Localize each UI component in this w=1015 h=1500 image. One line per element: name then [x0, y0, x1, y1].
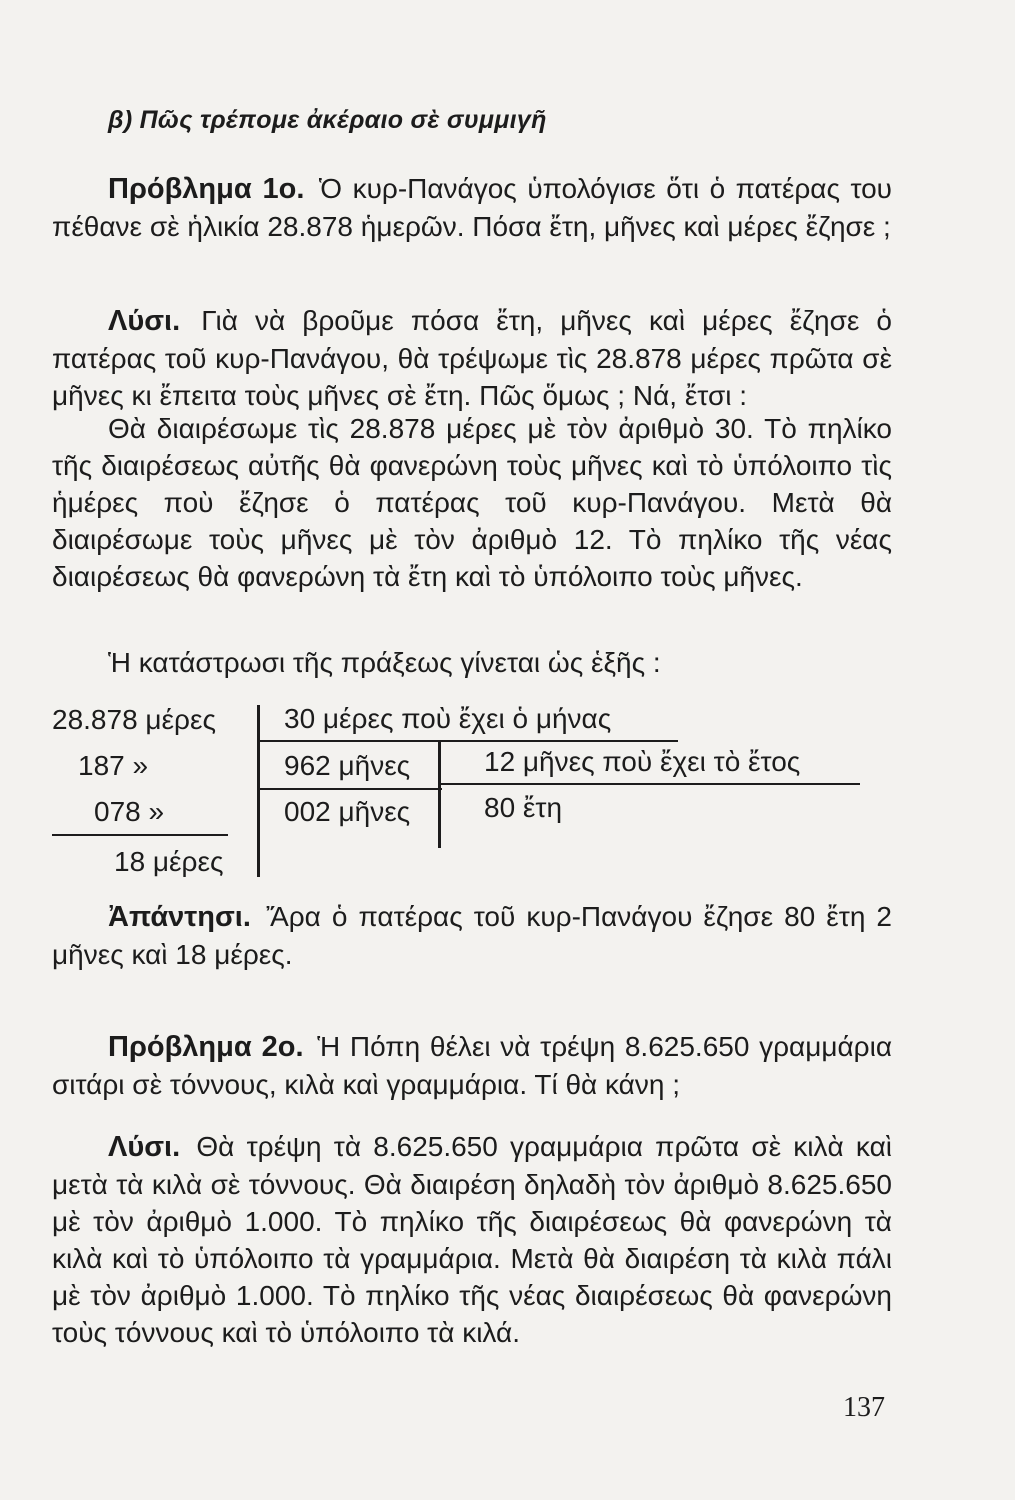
- answer-1-text: Ἄρα ὁ πατέρας τοῦ κυρ-Πανάγου ἔζησε 80 ἔτη 2 μῆνες καὶ 18 μέρες.: [52, 901, 892, 970]
- solution-2-label: Λύσι.: [108, 1131, 181, 1163]
- quotient-years: 80 ἔτη: [484, 792, 563, 823]
- problem-2-label: Πρόβλημα 2ο.: [108, 1031, 304, 1063]
- problem-1: [52, 170, 892, 245]
- subtraction-rule: [52, 834, 228, 836]
- section-heading: β) Πῶς τρέπομε ἀκέραιο σὲ συμμιγῆ: [108, 106, 547, 134]
- dividend: 28.878 μέρες: [52, 704, 216, 735]
- solution-1-label: Λύσι.: [108, 305, 181, 337]
- divisor-30: 30 μέρες ποὺ ἔχει ὁ μήνας: [284, 703, 612, 734]
- problem-2-text: Ἡ Πόπη θέλει νὰ τρέψη 8.625.650 γραμμάρια σιτάρι σὲ τόννους, κιλὰ καὶ γραμμάρια. Τί θὰ κάνη ;: [52, 1031, 893, 1100]
- quotient-rule-1: [258, 788, 442, 790]
- solution-2: [52, 1128, 892, 1351]
- problem-1-text: Ὁ κυρ-Πανάγος ὑπολόγισε ὅτι ὁ πατέρας του πέθανε σὲ ἡλικία 28.878 ἡμερῶν. Πόσα ἔτη, μῆνες καὶ μέρες ἔζησε ;: [52, 173, 892, 242]
- page-number: 137: [843, 1392, 885, 1423]
- division-bar-2: [438, 742, 441, 848]
- divisor-12: 12 μῆνες ποὺ ἔχει τὸ ἔτος: [484, 746, 801, 777]
- problem-1-label: Πρόβλημα 1ο.: [108, 173, 305, 205]
- quotient-months: 962 μῆνες: [284, 750, 411, 781]
- solution-1-text-1: Γιὰ νὰ βροῦμε πόσα ἔτη, μῆνες καὶ μέρες ἔζησε ὁ πατέρας τοῦ κυρ-Πανάγου, θὰ τρέψωμε τὶς 28.878 μέρες πρῶτα σὲ μῆνες κι ἔπειτα τοὺς μῆνες σὲ ἔτη. Πῶς ὅμως ; Νά, ἔτσι :: [52, 305, 892, 411]
- solution-2-text: Θὰ τρέψη τὰ 8.625.650 γραμμάρια πρῶτα σὲ κιλὰ καὶ μετὰ τὰ κιλὰ σὲ τόννους. Θὰ διαιρέση δηλαδὴ τὸν ἀριθμὸ 8.625.650 μὲ τὸν ἀριθμὸ 1.000. Τὸ πηλίκο τῆς διαιρέσεως θὰ φανερώνη τὰ κιλὰ καὶ τὸ ὑπόλοιπο τὰ γραμμάρια. Μετὰ θὰ διαιρέση τὰ κιλὰ πάλι μὲ τὸν ἀριθμὸ 1.000. Τὸ πηλίκο τῆς νέας διαιρέσεως θὰ φανερώνη τοὺς τόννους καὶ τὸ ὑπόλοιπο τὰ κιλά.: [52, 1131, 892, 1348]
- division-bar-1: [257, 705, 260, 877]
- division-step-2: 078 »: [94, 796, 165, 827]
- divisor-rule-2: [440, 783, 860, 785]
- remainder-months: 002 μῆνες: [284, 796, 411, 827]
- solution-1-para-3: Ἡ κατάστρωσι τῆς πράξεως γίνεται ὡς ἑξῆς :: [108, 647, 661, 678]
- answer-1-label: Ἀπάντησι.: [108, 901, 251, 933]
- answer-1: [52, 898, 892, 973]
- remainder-days: 18 μέρες: [114, 846, 224, 877]
- solution-1-para-1: [52, 302, 892, 414]
- division-step-1: 187 »: [78, 750, 149, 781]
- problem-2: [52, 1028, 892, 1103]
- divisor-rule-1: [258, 740, 678, 742]
- solution-1-para-2: Θὰ διαιρέσωμε τὶς 28.878 μέρες μὲ τὸν ἀριθμὸ 30. Τὸ πηλίκο τῆς διαιρέσεως αὐτῆς θὰ φανερώνη τοὺς μῆνες καὶ τὸ ὑπόλοιπο τὶς ἡμέρες ποὺ ἔζησε ὁ πατέρας τοῦ κυρ-Πανάγου. Μετὰ θὰ διαιρέσωμε τοὺς μῆνες μὲ τὸν ἀριθμὸ 12. Τὸ πηλίκο τῆς νέας διαιρέσεως θὰ φανερώνη τὰ ἔτη καὶ τὸ ὑπόλοιπο τοὺς μῆνες.: [52, 413, 892, 592]
